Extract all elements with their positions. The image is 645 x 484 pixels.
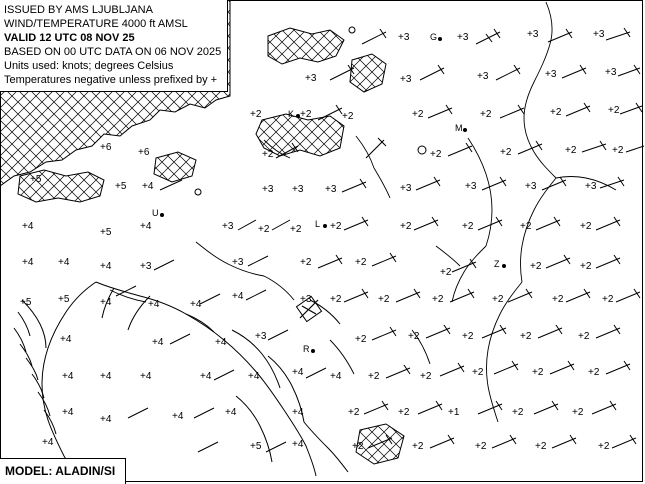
temperature-label: +2 bbox=[552, 294, 564, 305]
temperature-label: +3 bbox=[255, 331, 267, 342]
header-block bbox=[0, 0, 228, 92]
temperature-label: +4 bbox=[100, 414, 112, 425]
station-label: K bbox=[288, 109, 295, 119]
temperature-label: +2 bbox=[535, 441, 547, 452]
temperature-label: +3 bbox=[400, 74, 412, 85]
temperature-label: +3 bbox=[305, 73, 317, 84]
temperature-label: +3 bbox=[545, 69, 557, 80]
temperature-label: +3 bbox=[262, 184, 274, 195]
temperature-label: +2 bbox=[378, 294, 390, 305]
temperature-label: +4 bbox=[330, 371, 342, 382]
temperature-label: +5 bbox=[250, 441, 262, 452]
temperature-label: +2 bbox=[300, 257, 312, 268]
temperature-label: +2 bbox=[520, 221, 532, 232]
temperature-label: +4 bbox=[140, 221, 152, 232]
temperature-label: +3 bbox=[527, 29, 539, 40]
temperature-label: +4 bbox=[22, 221, 34, 232]
temperature-label: +2 bbox=[432, 294, 444, 305]
header-issuer: ISSUED BY AMS LJUBLJANA bbox=[4, 4, 153, 16]
temperature-label: +2 bbox=[258, 224, 270, 235]
station-label: U bbox=[152, 208, 159, 218]
temperature-label: +4 bbox=[100, 371, 112, 382]
temperature-label: +2 bbox=[348, 407, 360, 418]
temperature-label: +2 bbox=[398, 407, 410, 418]
temperature-label: +2 bbox=[475, 441, 487, 452]
station-dot bbox=[323, 224, 327, 228]
header-product-level: 4000 ft AMSL bbox=[121, 18, 188, 30]
temperature-label: +4 bbox=[140, 371, 152, 382]
temperature-label: +2 bbox=[580, 221, 592, 232]
temperature-label: +2 bbox=[500, 147, 512, 158]
temperature-label: +3 bbox=[292, 184, 304, 195]
temperature-label: +3 bbox=[222, 221, 234, 232]
temperature-label: +4 bbox=[248, 371, 260, 382]
temperature-label: +2 bbox=[520, 331, 532, 342]
temperature-label: +2 bbox=[250, 109, 262, 120]
temperature-label: +2 bbox=[430, 149, 442, 160]
temperature-label: +2 bbox=[462, 221, 474, 232]
temperature-label: +2 bbox=[330, 294, 342, 305]
temperature-label: +3 bbox=[457, 32, 469, 43]
header-temp-note: Temperatures negative unless prefixed by + bbox=[4, 74, 218, 86]
temperature-label: +2 bbox=[565, 145, 577, 156]
temperature-label: +2 bbox=[532, 367, 544, 378]
temperature-label: +5 bbox=[115, 181, 127, 192]
temperature-label: +2 bbox=[612, 145, 624, 156]
temperature-label: +6 bbox=[138, 147, 150, 158]
station-dot bbox=[463, 128, 467, 132]
temperature-label: +4 bbox=[62, 371, 74, 382]
temperature-label: +2 bbox=[472, 367, 484, 378]
temperature-label: +3 bbox=[140, 261, 152, 272]
station-label: G bbox=[430, 32, 438, 42]
station-label: R bbox=[303, 344, 310, 354]
temperature-label: +4 bbox=[292, 407, 304, 418]
header-based-on: BASED ON 00 UTC DATA ON 06 NOV 2025 bbox=[4, 46, 222, 58]
temperature-label: +2 bbox=[342, 111, 354, 122]
temperature-label: +2 bbox=[512, 407, 524, 418]
temperature-label: +4 bbox=[225, 407, 237, 418]
temperature-label: +4 bbox=[58, 257, 70, 268]
temperature-label: +4 bbox=[42, 437, 54, 448]
temperature-label: +2 bbox=[462, 331, 474, 342]
temperature-label: +3 bbox=[325, 184, 337, 195]
temperature-label: +5 bbox=[100, 227, 112, 238]
temperature-label: +3 bbox=[525, 181, 537, 192]
temperature-label: +1 bbox=[448, 407, 460, 418]
station-label: Z bbox=[494, 259, 500, 269]
station-dot bbox=[502, 264, 506, 268]
temperature-label: +2 bbox=[480, 109, 492, 120]
model-label: MODEL: ALADIN/SI bbox=[5, 464, 116, 478]
temperature-label: +4 bbox=[172, 411, 184, 422]
temperature-label: +2 bbox=[602, 294, 614, 305]
temperature-label: +4 bbox=[62, 407, 74, 418]
temperature-label: +3 bbox=[232, 257, 244, 268]
coastline bbox=[14, 282, 348, 482]
temperature-label: +4 bbox=[152, 337, 164, 348]
temperature-label: +2 bbox=[330, 221, 342, 232]
temperature-label: +5 bbox=[30, 174, 42, 185]
temperature-label: +3 bbox=[605, 67, 617, 78]
temperature-label: +2 bbox=[355, 257, 367, 268]
temperature-label: +2 bbox=[368, 371, 380, 382]
temperature-label: +4 bbox=[142, 181, 154, 192]
temperature-label: +4 bbox=[100, 297, 112, 308]
station-dot bbox=[311, 349, 315, 353]
temperature-label: +2 bbox=[412, 109, 424, 120]
temperature-label: +2 bbox=[588, 367, 600, 378]
temperature-label: +3 bbox=[400, 183, 412, 194]
station-label: L bbox=[315, 219, 321, 229]
temperature-label: +2 bbox=[412, 441, 424, 452]
temperature-label: +2 bbox=[290, 224, 302, 235]
temperature-label: +4 bbox=[200, 371, 212, 382]
temperature-label: +3 bbox=[465, 181, 477, 192]
temperature-label: +2 bbox=[352, 441, 364, 452]
temperature-label: +4 bbox=[60, 334, 72, 345]
header-valid: VALID 12 UTC 08 NOV 25 bbox=[4, 32, 135, 44]
temperature-label: +6 bbox=[100, 142, 112, 153]
temperature-label: +3 bbox=[593, 29, 605, 40]
station-dot bbox=[296, 114, 300, 118]
temperature-label: +2 bbox=[578, 331, 590, 342]
temperature-label: +2 bbox=[400, 221, 412, 232]
temperature-label: +4 bbox=[232, 291, 244, 302]
temperature-label: +3 bbox=[300, 294, 312, 305]
temperature-label: +4 bbox=[190, 299, 202, 310]
temperature-label: +2 bbox=[608, 105, 620, 116]
temperature-label: +2 bbox=[408, 331, 420, 342]
temperature-label: +5 bbox=[20, 297, 32, 308]
temperature-label: +2 bbox=[440, 267, 452, 278]
temperature-label: +3 bbox=[398, 32, 410, 43]
temperature-label: +4 bbox=[292, 439, 304, 450]
station-dot bbox=[438, 37, 442, 41]
temperature-label: +2 bbox=[530, 261, 542, 272]
temperature-label: +2 bbox=[420, 371, 432, 382]
temperature-label: +4 bbox=[22, 257, 34, 268]
header-units: Units used: knots; degrees Celsius bbox=[4, 60, 174, 72]
temperature-label: +2 bbox=[300, 109, 312, 120]
temperature-label: +4 bbox=[215, 337, 227, 348]
temperature-label: +3 bbox=[585, 181, 597, 192]
temperature-label: +2 bbox=[598, 441, 610, 452]
temperature-label: +2 bbox=[492, 294, 504, 305]
station-label: M bbox=[455, 123, 463, 133]
temperature-label: +3 bbox=[477, 71, 489, 82]
station-dot bbox=[160, 213, 164, 217]
temperature-label: +2 bbox=[572, 407, 584, 418]
temperature-label: +4 bbox=[100, 261, 112, 272]
temperature-label: +2 bbox=[262, 149, 274, 160]
temperature-label: +4 bbox=[292, 367, 304, 378]
temperature-label: +2 bbox=[580, 261, 592, 272]
temperature-label: +4 bbox=[148, 299, 160, 310]
footer-block bbox=[0, 458, 126, 484]
temperature-label: +5 bbox=[58, 294, 70, 305]
temperature-label: +2 bbox=[355, 334, 367, 345]
header-product-plain: WIND/TEMPERATURE bbox=[4, 18, 122, 30]
temperature-label: +2 bbox=[550, 107, 562, 118]
header-product bbox=[4, 17, 221, 31]
